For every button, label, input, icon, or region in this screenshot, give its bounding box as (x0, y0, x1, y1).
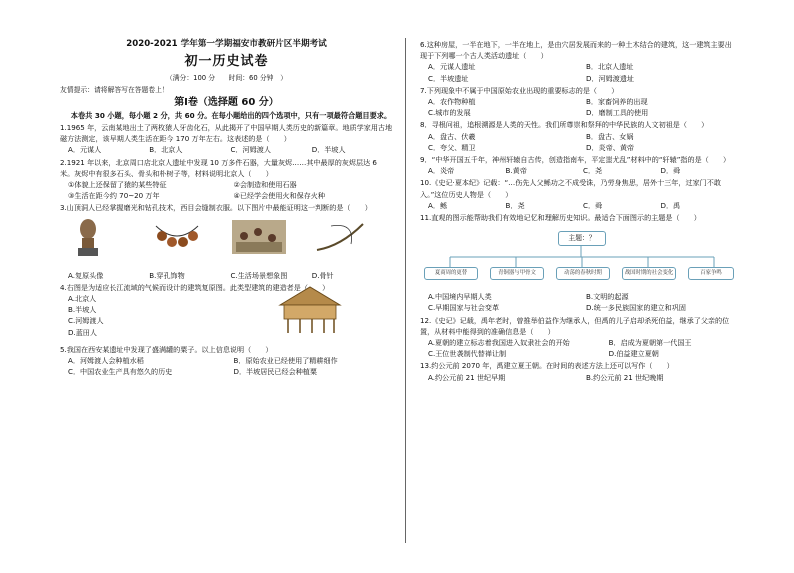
option-c: C．河姆渡人 (230, 145, 271, 155)
option-c: C.生活场景想象图 (230, 270, 288, 280)
option-b: B．尧 (505, 200, 525, 210)
option-a: A.中国境内早期人类 (428, 292, 492, 302)
instructions: 本卷共 30 小题，每小题 2 分，共 60 分。在每小题给出的四个选项中，只有一项最符合题目要求。 (70, 111, 392, 120)
option-c: C．舜 (583, 200, 603, 210)
option-a: A．河姆渡人会种植水稻 (68, 356, 144, 366)
topic-diagram (420, 227, 738, 289)
question-stem: 6.这种房屋，一半在地下，一半在地上，是由穴居发展而来的一种土木结合的建筑，这一建筑主要出现于下列哪一个古人类活动遗址（ ） (420, 40, 732, 61)
option-c: C.河姆渡人 (68, 316, 104, 326)
options (68, 293, 104, 338)
option-d: D.骨针 (311, 270, 334, 280)
option-2: ②会制造和使用石器 (233, 180, 297, 190)
options (420, 96, 738, 118)
left-column (60, 38, 393, 378)
option-b: B．北京人 (149, 145, 183, 155)
option-a: A．农作物种植 (428, 97, 476, 107)
option-b: B．原始农业已经使用了精耕细作 (233, 356, 338, 366)
option-d: D．半坡人 (311, 145, 346, 155)
option-c: C.城市的发展 (428, 108, 471, 118)
option-b: B.文明的起源 (586, 292, 629, 302)
option-a: A．鲧 (428, 200, 448, 210)
option-a: A．元谋人遗址 (428, 62, 476, 72)
option-c: C．半坡遗址 (428, 73, 469, 83)
option-d: D．半坡居民已经会种植粟 (233, 367, 317, 377)
option-1: ①体貌上还保留了猿的某些特征 (68, 180, 167, 190)
option-c: C．尧 (583, 166, 603, 176)
options (60, 270, 393, 281)
option-a: A.夏朝的建立标志着我国进入奴隶社会的开始 (428, 338, 570, 348)
question-stem: 8．寻根问祖，追根溯源是人类的天性。我们所尊崇和祭拜的中华民族的人文初祖是（ ） (420, 120, 709, 130)
question-stem: 7.下列现象中不属于中国原始农业出现的重要标志的是（ ） (420, 85, 619, 95)
options (420, 131, 738, 153)
options (420, 291, 738, 313)
stilt-house-image (274, 285, 346, 335)
question-stem: 1.1965 年，云南某地出土了两枚猿人牙齿化石，从此揭开了中国早期人类历史的新篇章。地质学家用古地磁方法测定，该早期人类生活在距今 170 万年左右。这表述的是（ ） (60, 123, 393, 144)
option-a: A.北京人 (68, 294, 97, 304)
friendly-tip: 友情提示：请将解答写在答题卷上！ (60, 86, 169, 94)
option-b: B.穿孔饰物 (149, 270, 185, 280)
options (60, 144, 393, 155)
section-title: 第Ⅰ卷（选择题 60 分） (174, 97, 279, 108)
question-13 (420, 360, 738, 382)
option-a: A．盘古、伏羲 (428, 131, 476, 141)
question-10 (420, 177, 738, 211)
right-column (420, 38, 738, 383)
diagram-box: 青铜器与甲骨文 (490, 267, 544, 280)
question-4 (60, 282, 393, 343)
option-b: B．北京人遗址 (586, 62, 634, 72)
option-4: ④已经学会使用火和保存火种 (233, 191, 325, 201)
question-stem: 13.约公元前 2070 年，禹建立夏王朝。在时间的表述方法上还可以写作（ ） (420, 361, 674, 371)
question-stem: 10.《史记·夏本纪》记载：“…伤先人父鲧功之不成受诛，乃劳身焦思，居外十三年，过家门不敢入。”这位历史人物是（ ） (420, 178, 721, 199)
option-c: C．中国农业生产具有悠久的历史 (68, 367, 173, 377)
diagram-topic: 主题：？ (558, 231, 606, 246)
option-a: A．炎帝 (428, 166, 455, 176)
options (60, 355, 393, 377)
option-a: A.约公元前 21 世纪早期 (428, 372, 506, 382)
exam-meta: （满分：100 分 时间：60 分钟 ） (165, 74, 288, 82)
image-row (60, 216, 393, 270)
perforated-ornament-image (148, 216, 206, 258)
option-b: B．盘古、女娲 (586, 131, 634, 141)
option-a: A.复原头像 (68, 270, 104, 280)
question-stem: 9．“中华开国五千年，神州轩辕自古传，创造指南车，平定蚩尤乱”材料中的“轩辕”指的是（ ） (420, 155, 731, 165)
subject-title: 初一历史试卷 (184, 54, 269, 69)
option-d: D.蓝田人 (68, 327, 97, 337)
options (60, 179, 393, 201)
question-7 (420, 85, 738, 119)
diagram-box: 百家争鸣 (688, 267, 734, 280)
question-9 (420, 154, 738, 176)
question-stem: 3.山顶洞人已经掌握磨光和钻孔技术，西目会缝制衣服。以下图片中最能证明这一判断的是（ ） (60, 203, 372, 213)
question-2 (60, 157, 393, 202)
option-d: D．禹 (660, 200, 681, 210)
option-c: C.早期国家与社会变革 (428, 303, 500, 313)
restored-head-image (66, 216, 124, 258)
options (420, 61, 738, 83)
life-scene-image (230, 216, 288, 258)
options (420, 337, 738, 359)
option-d: D.统一多民族国家的建立和巩固 (586, 303, 686, 313)
question-3 (60, 202, 393, 280)
diagram-box: 动荡的春秋时期 (556, 267, 610, 280)
question-stem: 4.右图是为适应长江流域的气候而设计的建筑复原图。此类型建筑的建造者是（ ） (60, 282, 330, 292)
option-b: B．启成为夏朝第一代国王 (608, 338, 692, 348)
question-stem: 2.1921 年以来，北京周口店北京人遗址中发现 10 万多件石器，大量灰烬……其中最厚的灰烬层达 6 米。灰烬中有很多石头、骨头和朴树子等，材料说明北京人（ ） (60, 157, 377, 178)
option-b: B.半坡人 (68, 305, 97, 315)
options (420, 165, 738, 176)
question-1 (60, 122, 393, 156)
diagram-box: 战国时期的社会变化 (622, 267, 676, 280)
option-c: C．夸父、精卫 (428, 142, 476, 152)
diagram-box: 夏商周的更替 (424, 267, 478, 280)
option-b: B.黄帝 (505, 166, 527, 176)
option-d: D．舜 (660, 166, 681, 176)
option-d: D．磨制工具的使用 (586, 108, 649, 118)
question-11 (420, 212, 738, 314)
option-a: A．元谋人 (68, 145, 102, 155)
question-6 (420, 39, 738, 84)
option-c: C.王位世袭制代替禅让制 (428, 349, 507, 359)
options (420, 200, 738, 211)
option-d: D．炎帝、黄帝 (586, 142, 635, 152)
option-d: D．河姆渡遗址 (586, 73, 635, 83)
bone-needle-image (311, 216, 369, 258)
question-stem: 12.《史记》记载，禹年老时，曾推举伯益作为继承人，但禹的儿子启却杀死伯益，继承了父亲的位置，从材料中能得到的准确信息是（ ） (420, 315, 730, 336)
exam-title: 2020-2021 学年第一学期福安市教研片区半期考试 (126, 39, 327, 49)
option-3: ③生活在距今约 70~20 万年 (68, 191, 160, 201)
options (420, 372, 738, 383)
question-5 (60, 344, 393, 378)
option-d: D.伯益建立夏朝 (608, 349, 659, 359)
question-12 (420, 315, 738, 360)
column-divider (405, 38, 406, 543)
question-stem: 5.我国在西安某遗址中发现了盛满罐的粟子。以上信息说明（ ） (60, 345, 273, 355)
question-stem: 11.直观的图示能帮助我们有效地记忆和理解历史知识。最适合下面图示的主题是（ ） (420, 213, 701, 223)
option-b: B.约公元前 21 世纪晚期 (586, 372, 664, 382)
option-b: B．家畜饲养的出现 (586, 97, 648, 107)
question-8 (420, 119, 738, 153)
